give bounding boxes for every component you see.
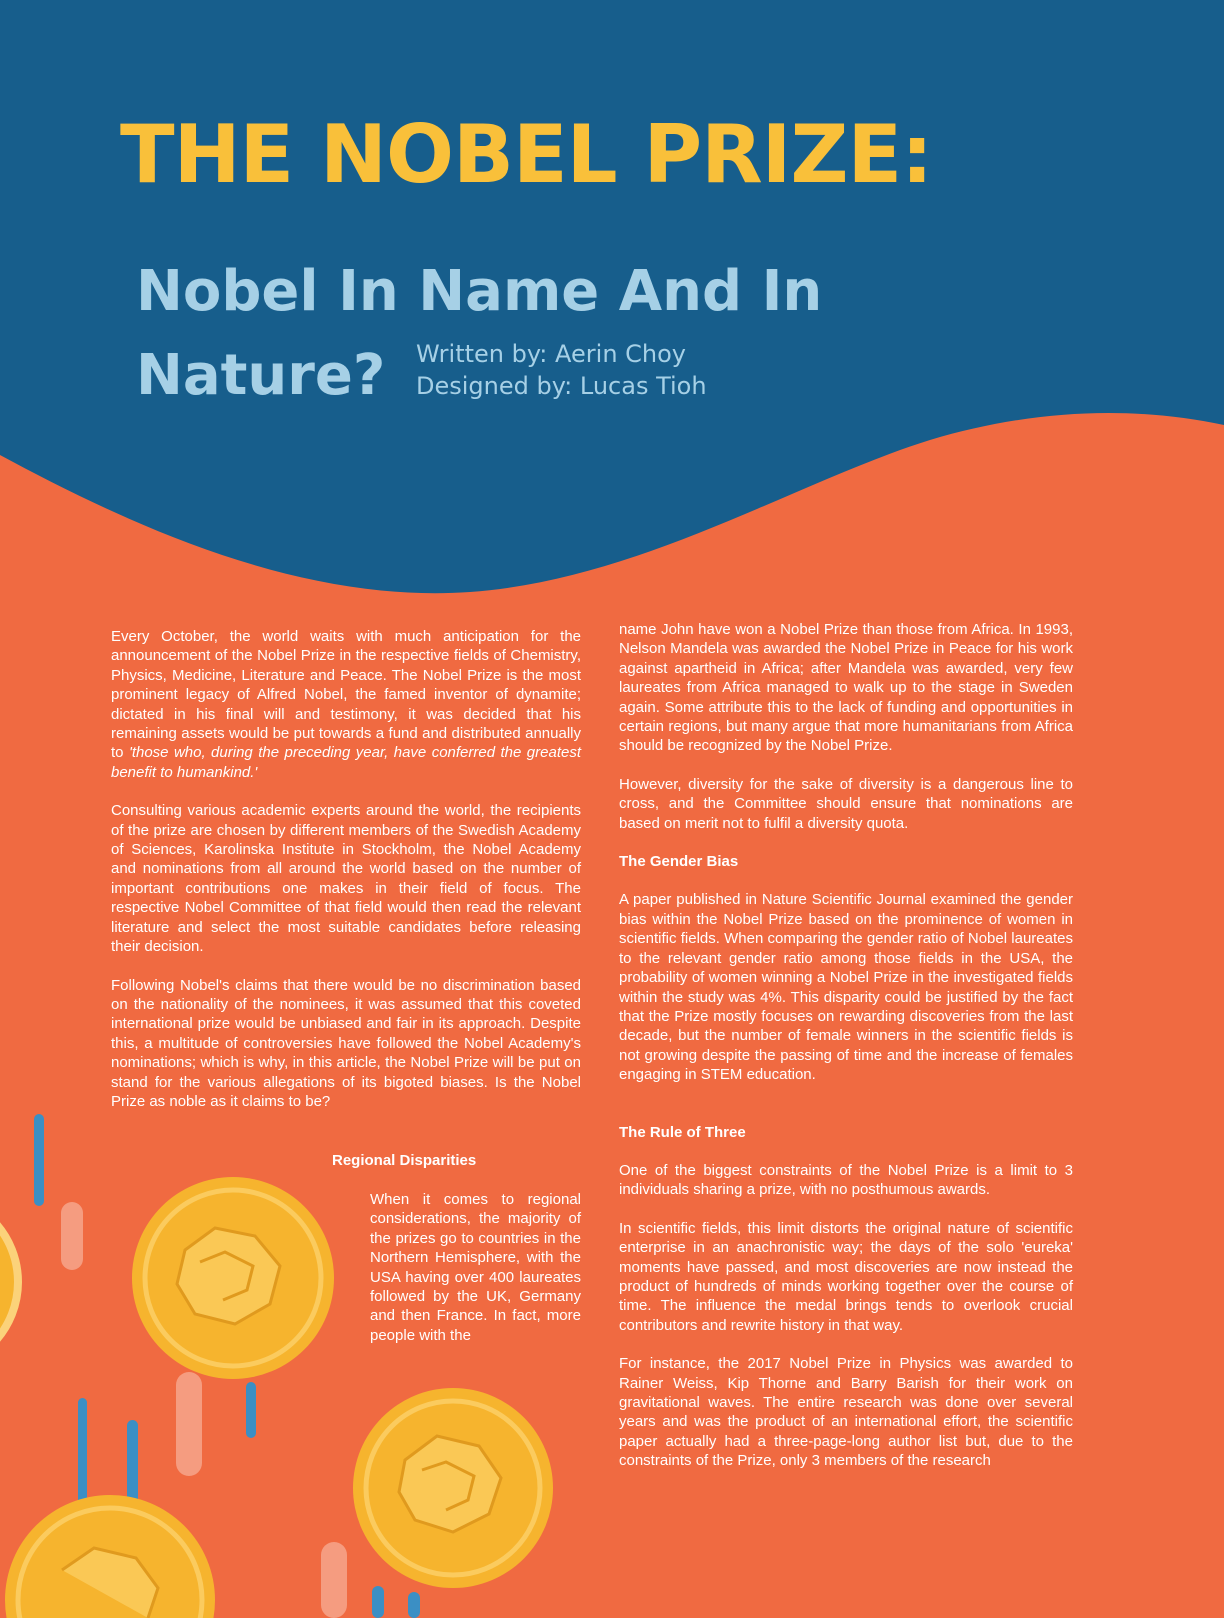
regional-paragraph: When it comes to regional considerations, the majority of the prizes go to countries in the Northern Hemisphere, with the USA having over 400 laureates followed by the UK, Germany and then France. In fact, more people with the [370, 1191, 581, 1344]
credits [416, 338, 707, 402]
heading-regional-disparities: Regional Disparities [332, 1152, 477, 1169]
controversy-paragraph: Following Nobel's claims that there would be no discrimination based on the nationality of the nominees, it was assumed that this coveted international prize would be unbiased and fair in its approach. Despite this, a multitude of controversies have followed the Nobel Academy's nominations; which is why, in this article, the Nobel Prize will be put on stand for the various allegations of its bigoted biases. Is the Nobel Prize as noble as it claims to be? [111, 976, 581, 1110]
designer-credit: Designed by: Lucas Tioh [416, 372, 707, 400]
africa-paragraph: name John have won a Nobel Prize than those from Africa. In 1993, Nelson Mandela was awarded the Nobel Prize in Peace for his work against apartheid in Africa; after Mandela was awarded, very few laureates from Africa managed to walk up to the stage in Sweden again. Some attribute this to the lack of funding and opportunities in certain regions, but many argue that more humanitarians from Africa should be recognized by the Nobel Prize. [619, 621, 1073, 755]
page-title: THE NOBEL PRIZE: [120, 108, 933, 201]
left-column [111, 627, 581, 1130]
diversity-paragraph: However, diversity for the sake of diversity is a dangerous line to cross, and the Committee should ensure that nominations are based on merit not to fulfil a diversity quota. [619, 775, 1073, 832]
gold-coin-2 [353, 1388, 553, 1588]
scientific-fields-paragraph: In scientific fields, this limit distorts the original nature of scientific enterprise in an anachronistic way; the days of the solo 'eureka' moments have passed, and most discoveries are now instead the product of hundreds of minds working together over the course of time. The influence the medal brings tends to overlook crucial contributors and rewrite history in that way. [619, 1219, 1073, 1334]
right-column [619, 620, 1073, 1490]
nobel-will-quote: 'those who, during the preceding year, have conferred the greatest benefit to humankind.' [111, 744, 581, 781]
intro-paragraph [111, 627, 581, 782]
intro-text: Every October, the world waits with much anticipation for the announcement of the Nobel Prize in the respective fields of Chemistry, Physics, Medicine, Literature and Peace. The Nobel Prize is the most prominent legacy of Alfred Nobel, the famed inventor of dynamite; dictated in his final will and testimony, it was decided that his remaining assets would be put towards a fund and distributed annually to [111, 628, 581, 762]
gold-coin-1 [132, 1177, 334, 1379]
page-subtitle: Nobel In Name And In Nature? [136, 259, 823, 408]
gender-paragraph: A paper published in Nature Scientific Journal examined the gender bias within the Nobel Prize based on the prominence of women in scientific fields. When comparing the gender ratio of Nobel laureates to the relevant gender ratio among those fields in the USA, the probability of women winning a Nobel Prize in the investigated fields within the study was 4%. This disparity could be justified by the fact that the Prize mostly focuses on rewarding discoveries from the last decade, but the number of female winners in the scientific fields is not growing despite the passing of time and the increase of females engaging in STEM education. [619, 891, 1073, 1084]
limit-paragraph: One of the biggest constraints of the Nobel Prize is a limit to 3 individuals sharing a prize, with no posthumous awards. [619, 1161, 1073, 1199]
heading-gender-bias: The Gender Bias [619, 853, 739, 871]
selection-paragraph: Consulting various academic experts around the world, the recipients of the prize are chosen by different members of the Swedish Academy of Sciences, Karolinska Institute in Stockholm, the Nobel Academy and nominations from all around the world based on the number of important contributions one makes in their field of focus. The respective Nobel Committee of that field would then read the relevant literature and select the most suitable candidates before releasing their decision. [111, 802, 581, 956]
physics-example-paragraph: For instance, the 2017 Nobel Prize in Physics was awarded to Rainer Weiss, Kip Thorne and Barry Barish for their work on gravitational waves. The entire research was done over several years and was the product of an international effort, the scientific paper actually had a three-page-long author list but, due to the constraints of the Prize, only 3 members of the research [619, 1355, 1073, 1470]
heading-rule-of-three: The Rule of Three [619, 1123, 746, 1141]
author-credit: Written by: Aerin Choy [416, 340, 687, 368]
